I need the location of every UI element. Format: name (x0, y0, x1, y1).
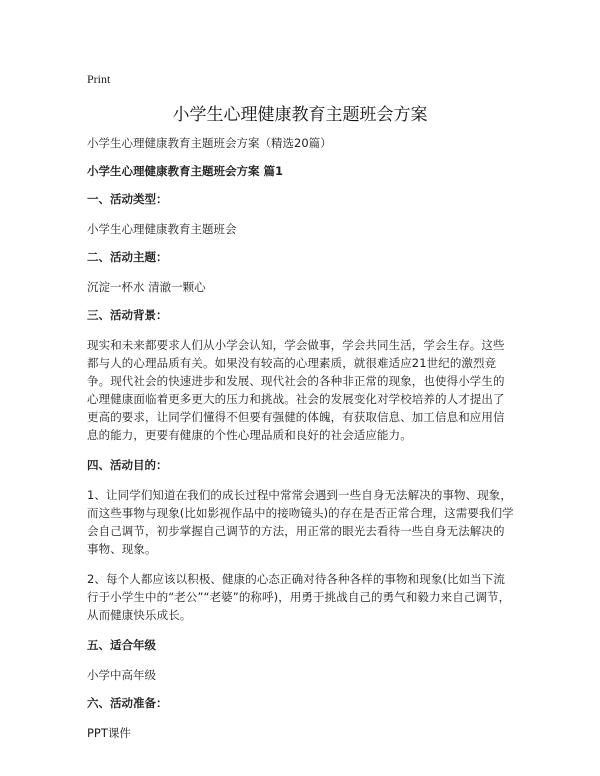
heading-activity-type: 一、活动类型： (87, 192, 168, 206)
heading-activity-background: 三、活动背景： (87, 308, 168, 322)
subtitle: 小学生心理健康教育主题班会方案（精选20篇） (87, 136, 332, 150)
activity-background-text: 现实和未来都要求人们从小学会认知，学会做事，学会共同生活，学会生存。这些都与人的心理品质有关。如果没有较高的心理素质，就很难适应21世纪的激烈竞争。现代社会的快速进步和发展、现代社会的各种非正常的现象，也使得小学生的心理健康面临着更多更大的压力和挑战。社会的发展变化对学校培养的人才提出了更高的要求，让同学们懂得不但要有强健的体魄，有获取信息、加工信息和应用信息的能力，更要有健康的个性心理品质和良好的社会适应能力。 (87, 338, 505, 442)
activity-purpose-paragraph-2: 2、每个人都应该以积极、健康的心态正确对待各种各样的事物和现象(比如当下流行于小学生中的“老公”“老婆”的称呼)，用勇于挑战自己的勇气和毅力来自己调节，从而健康快乐成长。 (87, 572, 511, 622)
heading-activity-purpose: 四、活动目的： (87, 458, 168, 472)
print-link[interactable]: Print (87, 72, 111, 86)
heading-activity-preparation: 六、活动准备： (87, 696, 168, 710)
section-title: 小学生心理健康教育主题班会方案 篇1 (87, 164, 284, 178)
activity-preparation-text: PPT课件 (87, 726, 131, 740)
activity-theme-text: 沉淀一杯水 清澈一颗心 (87, 280, 206, 294)
heading-activity-theme: 二、活动主题： (87, 250, 168, 264)
document-content (87, 134, 515, 752)
target-grade-text: 小学中高年级 (87, 668, 156, 682)
activity-type-text: 小学生心理健康教育主题班会 (87, 222, 237, 236)
document-title: 小学生心理健康教育主题班会方案 (172, 105, 428, 125)
activity-purpose-paragraph-1: 1、让同学们知道在我们的成长过程中常常会遇到一些自身无法解决的事物、现象，而这些事物与现象(比如影视作品中的接吻镜头)的存在是否正常合理，这需要我们学会自己调节，初步掌握自己调节的方法，用正常的眼光去看待一些自身无法解决的事物、现象。 (87, 488, 514, 556)
heading-target-grade: 五、适合年级 (87, 638, 156, 652)
